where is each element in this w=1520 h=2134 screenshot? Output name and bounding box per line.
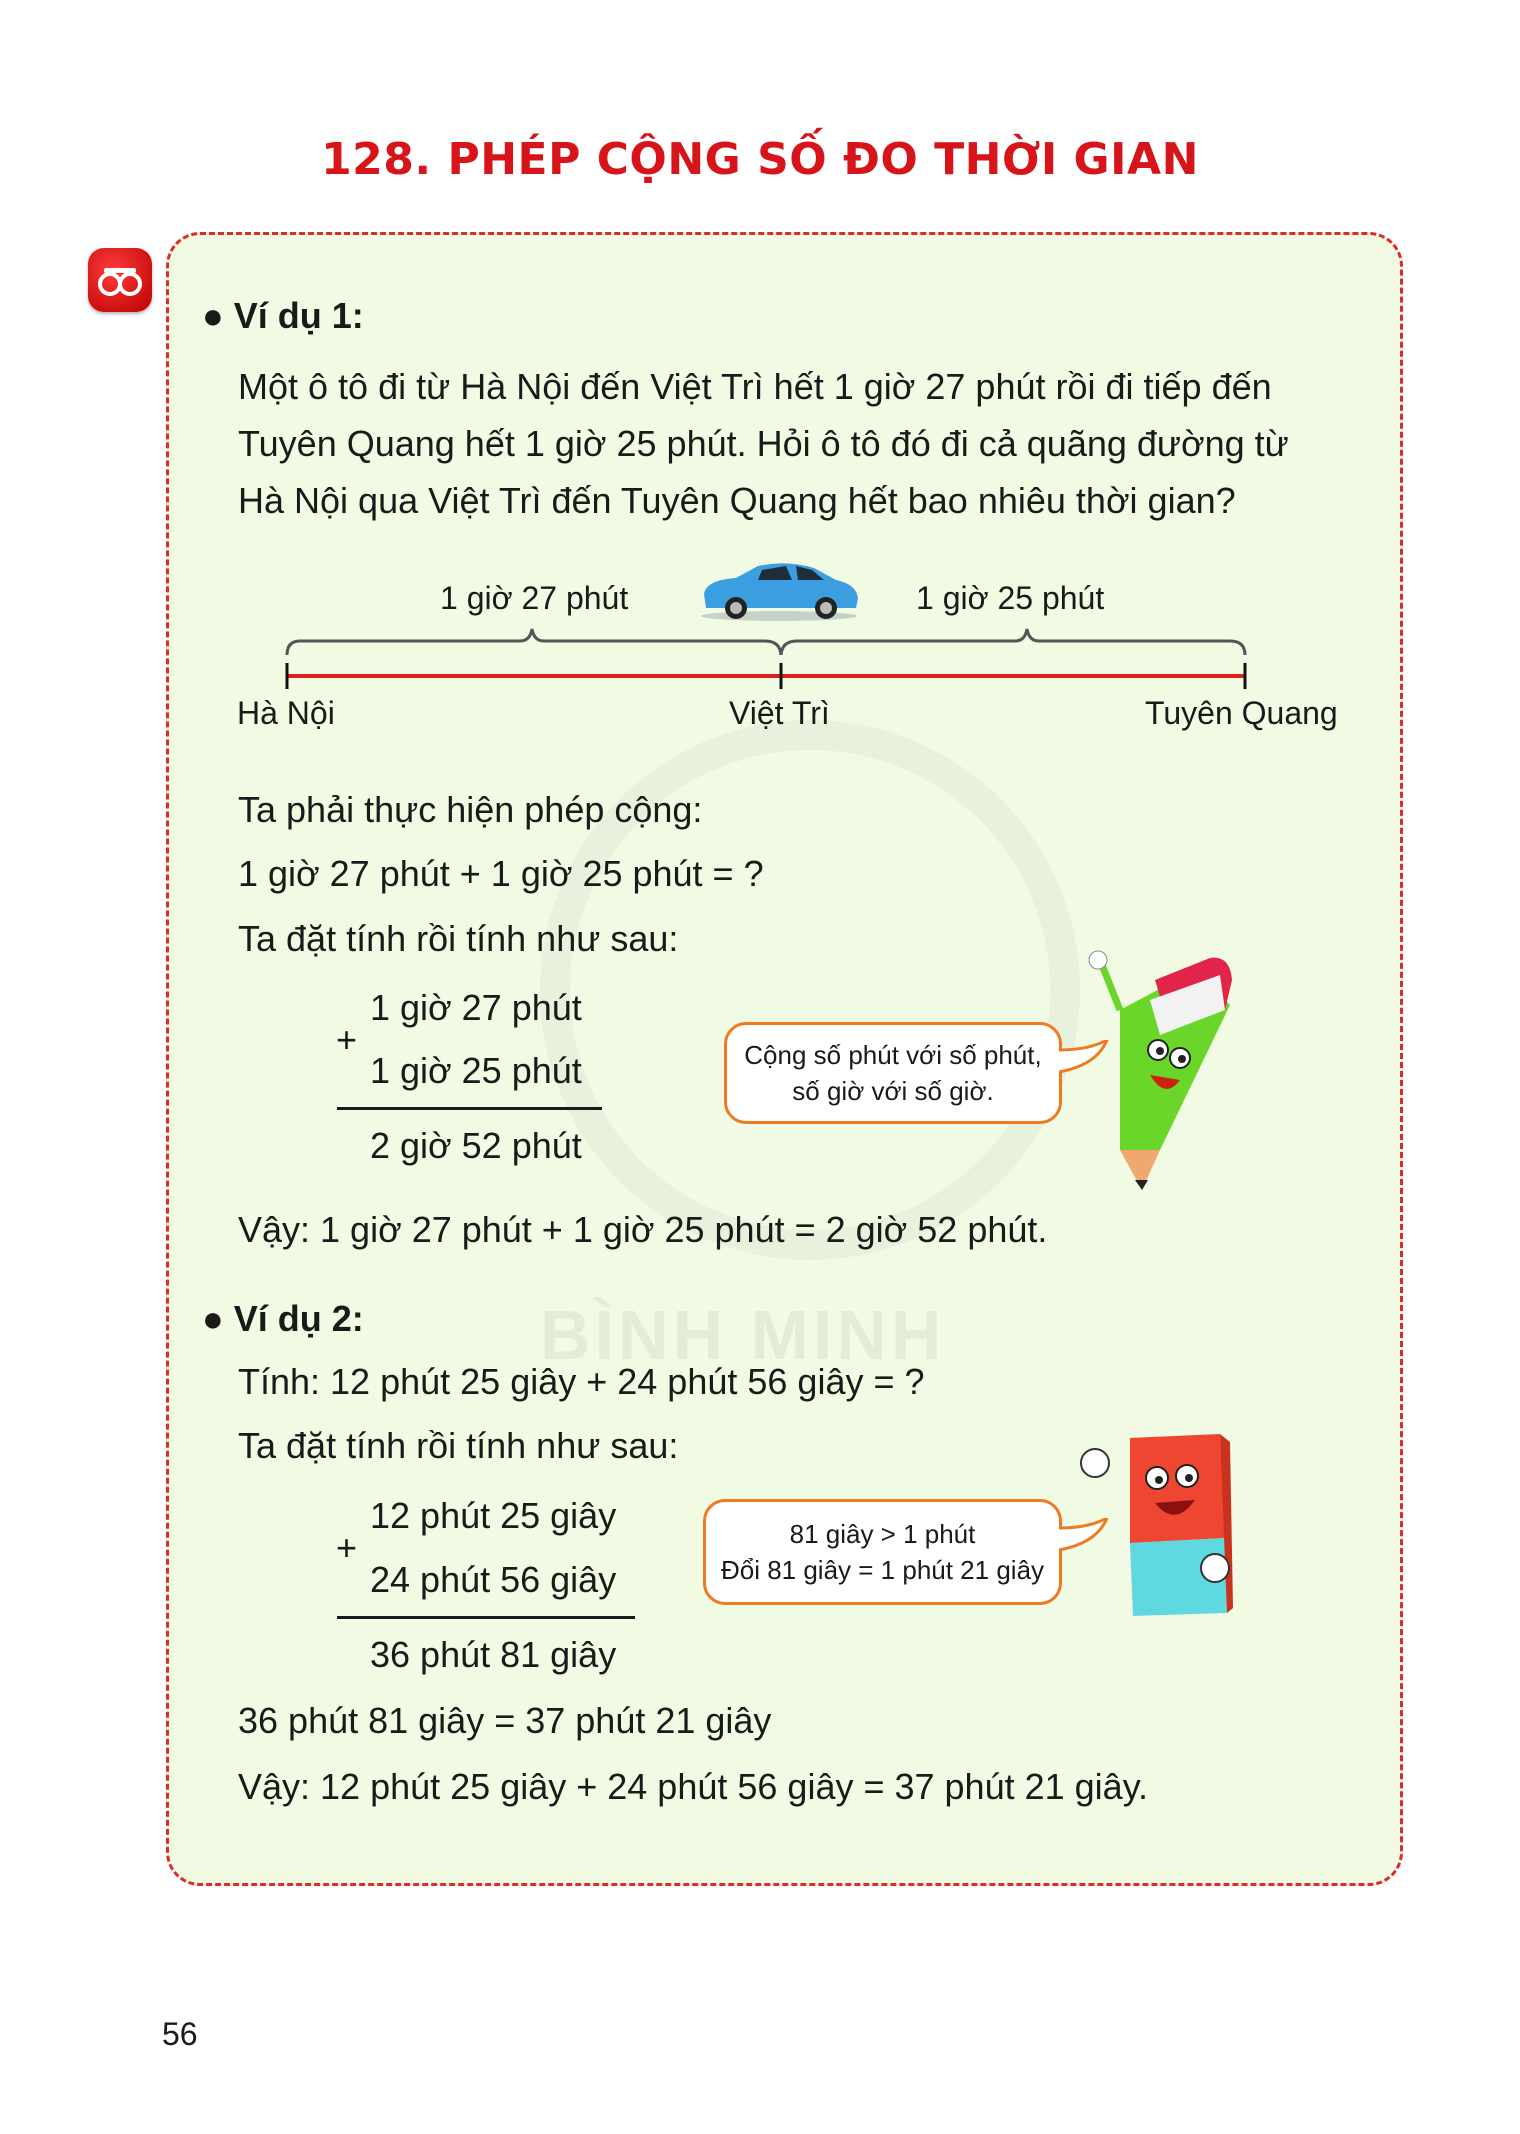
calc2-result: 36 phút 81 giây <box>370 1634 617 1675</box>
calc1-operator: + <box>336 1019 358 1060</box>
segment2-label: 1 giờ 25 phút <box>916 580 1105 616</box>
page-title: 128. PHÉP CỘNG SỐ ĐO THỜI GIAN <box>321 134 1199 185</box>
calc2-a: 12 phút 25 giây <box>370 1495 617 1536</box>
point-viet-tri: Việt Trì <box>729 695 830 731</box>
text-line: Tính: 12 phút 25 giây + 24 phút 56 giây = ? <box>238 1361 925 1402</box>
watermark-text: BÌNH MINH <box>540 1296 946 1374</box>
brace-left <box>287 629 781 655</box>
example2-heading-text: Ví dụ 2: <box>233 1298 364 1339</box>
conversion-line: 36 phút 81 giây = 37 phút 21 giây <box>238 1700 772 1741</box>
text-line: Ta đặt tính rồi tính như sau: <box>238 1425 679 1466</box>
calc1-rule <box>337 1107 602 1110</box>
example1-conclusion: Vậy: 1 giờ 27 phút + 1 giờ 25 phút = 2 giờ 52 phút. <box>238 1209 1048 1250</box>
pencil-mascot-icon <box>1080 950 1240 1195</box>
segment1-label: 1 giờ 27 phút <box>440 580 629 616</box>
bubble2-line: Đổi 81 giây = 1 phút 21 giây <box>720 1555 1045 1585</box>
example2-conclusion: Vậy: 12 phút 25 giây + 24 phút 56 giây = 37 phút 21 giây. <box>238 1766 1149 1807</box>
distance-diagram <box>280 625 1260 695</box>
calc2-b: 24 phút 56 giây <box>370 1559 617 1600</box>
example1-heading: ● Ví dụ 1: <box>202 295 364 336</box>
problem-line: Tuyên Quang hết 1 giờ 25 phút. Hỏi ô tô đó đi cả quãng đường từ <box>238 423 1289 464</box>
binoculars-icon <box>88 248 152 312</box>
text-line: 1 giờ 27 phút + 1 giờ 25 phút = ? <box>238 853 764 894</box>
brace-right <box>781 629 1245 655</box>
calc2-operator: + <box>336 1527 358 1568</box>
page-number: 56 <box>162 2016 198 2052</box>
example2-heading: ● Ví dụ 2: <box>202 1298 364 1339</box>
calc1-b: 1 giờ 25 phút <box>370 1050 582 1091</box>
bubble2-line: 81 giây > 1 phút <box>789 1519 976 1549</box>
eraser-mascot-icon <box>1075 1428 1235 1620</box>
text-line: Ta phải thực hiện phép cộng: <box>238 789 703 830</box>
problem-line: Hà Nội qua Việt Trì đến Tuyên Quang hết bao nhiêu thời gian? <box>238 480 1236 521</box>
calc2-rule <box>337 1616 635 1619</box>
example1-heading-text: Ví dụ 1: <box>233 295 364 336</box>
car-icon <box>696 558 862 622</box>
bubble1-line: số giờ với số giờ. <box>792 1076 994 1106</box>
point-ha-noi: Hà Nội <box>237 695 335 731</box>
point-tuyen-quang: Tuyên Quang <box>1145 695 1338 731</box>
text-line: Ta đặt tính rồi tính như sau: <box>238 918 679 959</box>
bubble1-line: Cộng số phút với số phút, <box>744 1040 1042 1070</box>
calc1-result: 2 giờ 52 phút <box>370 1125 582 1166</box>
speech-bubble-2 <box>703 1499 1062 1605</box>
calc1-a: 1 giờ 27 phút <box>370 987 582 1028</box>
speech-bubble-1 <box>724 1022 1062 1124</box>
problem-line: Một ô tô đi từ Hà Nội đến Việt Trì hết 1 giờ 27 phút rồi đi tiếp đến <box>238 366 1272 407</box>
